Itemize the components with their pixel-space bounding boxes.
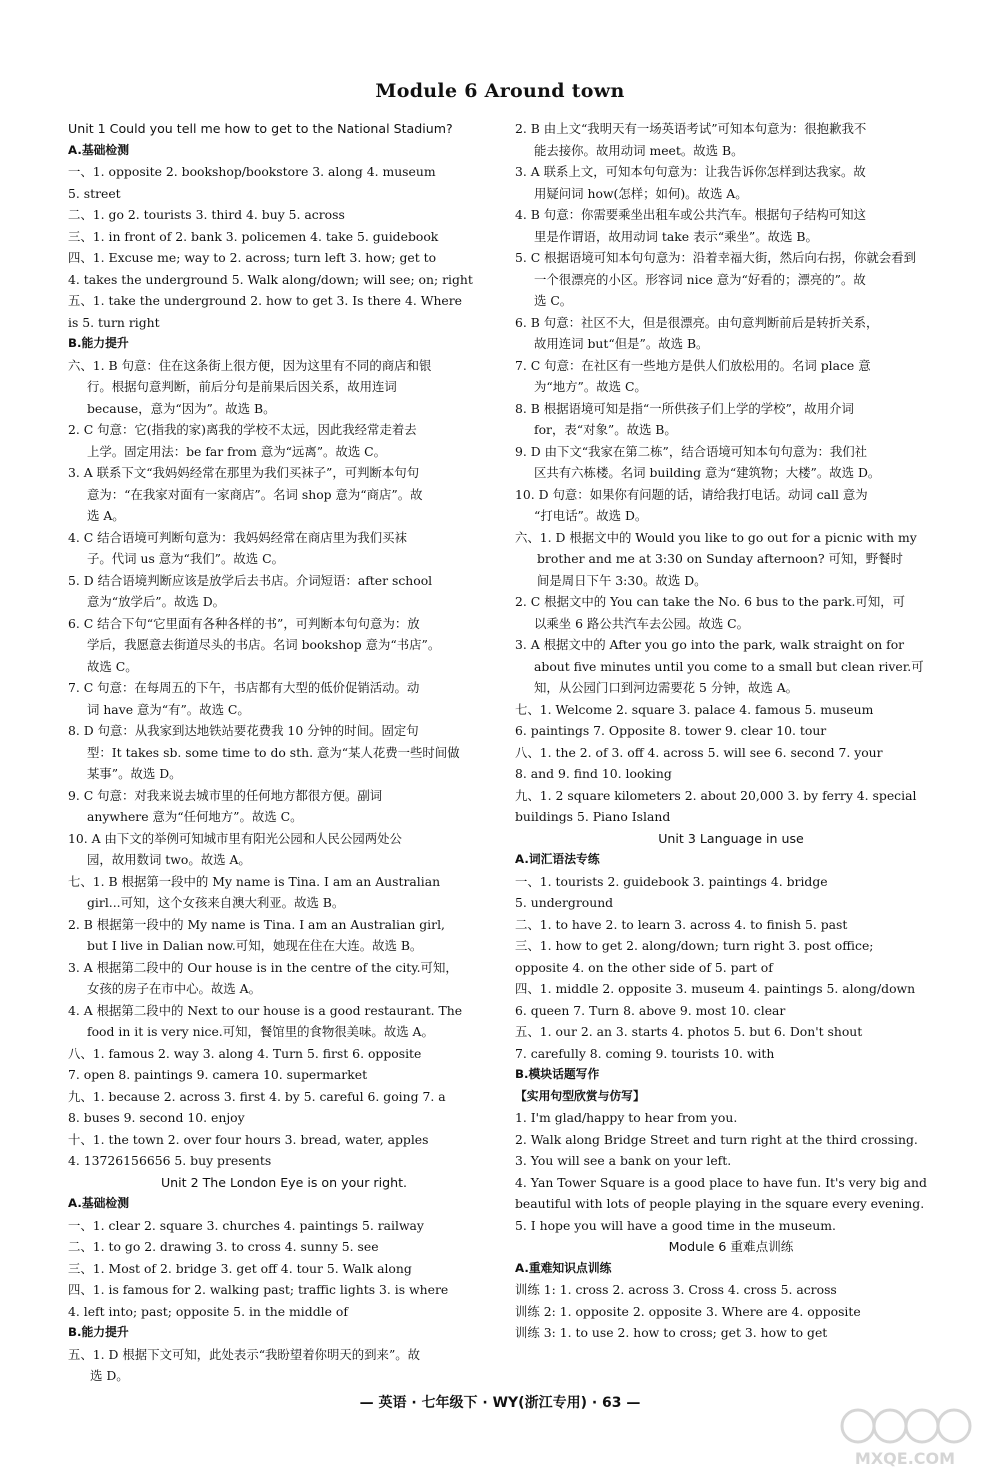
answer-line: 用疑问词 how(怎样；如何)。故选 A。 (534, 185, 748, 201)
answer-line: 能去接你。故用动词 meet。故选 B。 (534, 142, 744, 158)
answer-line: anywhere 意为“任何地方”。故选 C。 (87, 809, 303, 824)
answer-line: 2. C 根据文中的 You can take the No. 6 bus to the park.可知，可 (515, 594, 906, 609)
answer-line: 六、1. B 句意：住在这条街上很方便，因为这里有不同的商店和银 (68, 357, 432, 373)
answer-line: 3. A 联系上文，可知本句句意为：让我告诉你怎样到达我家。故 (515, 164, 866, 179)
unit-heading: Unit 2 The London Eye is on your right. (160, 1174, 408, 1190)
answer-line: 8. and 9. find 10. looking (515, 766, 672, 781)
watermark-text: MXQE.COM (854, 1449, 956, 1468)
answer-line: 7. open 8. paintings 9. camera 10. supermarket (68, 1067, 368, 1082)
answer-column-left (68, 118, 500, 1387)
answer-line: 女孩的房子在市中心。故选 A。 (87, 981, 261, 996)
answer-line: 4. C 结合语境可判断句意为：我妈妈经常在商店里为我们买袜 (68, 529, 407, 545)
answer-line: 6. queen 7. Turn 8. above 9. most 10. clear (515, 1002, 786, 1018)
answer-line: 子。代词 us 意为“我们”。故选 C。 (87, 551, 284, 566)
answer-line: 二、1. go 2. tourists 3. third 4. buy 5. across (68, 207, 345, 222)
answer-line: food in it is very nice.可知，餐馆里的食物很美味。故选 A。 (87, 1024, 434, 1039)
answer-line: 园，故用数词 two。故选 A。 (87, 852, 251, 867)
answer-line: 6. paintings 7. Opposite 8. tower 9. clear 10. tour (515, 723, 827, 738)
answer-line: 以乘坐 6 路公共汽车去公园。故选 C。 (534, 615, 750, 631)
answer-line: 10. A 由下文的举例可知城市里有阳光公园和人民公园两处公 (68, 830, 402, 846)
answer-line: 8. D 句意：从我家到达地铁站要花费我 10 分钟的时间。固定句 (68, 723, 419, 738)
section-heading: B.能力提升 (68, 1325, 129, 1339)
answer-line: 二、1. to have 2. to learn 3. across 4. to finish 5. past (515, 916, 848, 932)
section-heading: B.模块话题写作 (515, 1067, 600, 1081)
unit-heading: Unit 3 Language in use (658, 830, 804, 846)
answer-line: 4. left into; past; opposite 5. in the middle of (68, 1303, 348, 1319)
answer-line: because，意为“因为”。故选 B。 (87, 400, 276, 416)
answer-line: brother and me at 3:30 on Sunday afternoon? 可知，野餐时 (537, 551, 903, 566)
answer-line: 选 D。 (90, 1368, 129, 1383)
answer-line: is 5. turn right (68, 314, 160, 330)
answer-line: 6. B 句意：社区不大，但是很漂亮。由句意判断前后是转折关系， (515, 314, 879, 330)
answer-line: 间是周日下午 3:30。故选 D。 (537, 572, 707, 588)
answer-line: 4. B 句意：你需要乘坐出租车或公共汽车。根据句子结构可知这 (515, 207, 866, 222)
section-heading: 【实用句型欣赏与仿写】 (515, 1088, 645, 1103)
answer-column-right (515, 118, 947, 1344)
answer-line: 5. D 结合语境判断应该是放学后去书店。介词短语：after school (68, 572, 433, 588)
answer-line: 九、1. because 2. across 3. first 4. by 5. careful 6. going 7. a (68, 1088, 446, 1104)
answer-line: 九、1. 2 square kilometers 2. about 20,000 3. by ferry 4. special (515, 787, 917, 803)
section-heading: A.词汇语法专练 (515, 852, 600, 866)
answer-line: 10. D 句意：如果你有问题的话，请给我打电话。动词 call 意为 (515, 486, 868, 502)
answer-line: 行。根据句意判断，前后分句是前果后因关系，故用连词 (87, 379, 397, 394)
answer-line: 知，从公园门口到河边需要花 5 分钟，故选 A。 (534, 680, 799, 695)
answer-line: 5. C 根据语境可知本句句意为：沿着幸福大街，然后向右拐，你就会看到 (515, 250, 916, 265)
answer-line: 训练 2: 1. opposite 2. opposite 3. Where are 4. opposite (515, 1303, 861, 1319)
answer-line: 二、1. to go 2. drawing 3. to cross 4. sunny 5. see (68, 1239, 379, 1254)
answer-line: 选 C。 (534, 293, 573, 308)
answer-line: 八、1. famous 2. way 3. along 4. Turn 5. first 6. opposite (68, 1045, 422, 1061)
answer-line: 四、1. is famous for 2. walking past; traffic lights 3. is where (68, 1282, 449, 1297)
section-heading: B.能力提升 (68, 336, 129, 350)
answer-line: 上学。固定用法：be far from 意为“远离”。故选 C。 (87, 443, 387, 459)
answer-line: 4. 13726156656 5. buy presents (68, 1153, 272, 1168)
answer-line: 意为“放学后”。故选 D。 (87, 594, 226, 609)
answer-line: 里是作谓语，故用动词 take 表示“乘坐”。故选 B。 (534, 228, 818, 244)
answer-line: 一、1. opposite 2. bookshop/bookstore 3. along 4. museum (68, 164, 436, 179)
answer-line: 3. A 根据第二段中的 Our house is in the centre of the city.可知， (68, 959, 458, 975)
answer-line: 三、1. in front of 2. bank 3. policemen 4. take 5. guidebook (68, 228, 439, 244)
answer-line: 2. C 句意：它(指我的家)离我的学校不太远，因此我经常走着去 (68, 422, 417, 437)
answer-line: 7. C 句意：在每周五的下午，书店都有大型的低价促销活动。动 (68, 680, 420, 695)
section-heading: A.基础检测 (68, 142, 130, 157)
answer-line: 故选 C。 (87, 658, 138, 674)
answer-line: 五、1. take the underground 2. how to get 3. Is there 4. Where (68, 293, 463, 308)
answer-line: 七、1. Welcome 2. square 3. palace 4. famous 5. museum (515, 701, 874, 717)
answer-line: 故用连词 but“但是”。故选 B。 (534, 336, 709, 351)
answer-line: about five minutes until you come to a small but clean river.可 (534, 658, 924, 674)
answer-line: 一、1. tourists 2. guidebook 3. paintings 4. bridge (515, 873, 828, 889)
answer-line: 3. You will see a bank on your left. (515, 1153, 732, 1168)
answer-line: 3. A 根据文中的 After you go into the park, walk straight on for (515, 637, 905, 652)
answer-line: 选 A。 (87, 508, 125, 523)
page-footer: — 英语 · 七年级下 · WY(浙江专用) · 63 — (359, 1395, 641, 1411)
answer-line: 四、1. middle 2. opposite 3. museum 4. paintings 5. along/down (515, 981, 916, 996)
module-title: Module 6 Around town (375, 80, 625, 102)
answer-line: 为“地方”。故选 C。 (534, 379, 647, 394)
answer-line: girl...可知，这个女孩来自澳大利亚。故选 B。 (87, 895, 345, 910)
answer-line: 七、1. B 根据第一段中的 My name is Tina. I am an Australian (68, 873, 441, 889)
answer-line: 十、1. the town 2. over four hours 3. bread, water, apples (68, 1131, 429, 1147)
section-heading: A.基础检测 (68, 1196, 130, 1210)
answer-line: 7. carefully 8. coming 9. tourists 10. with (515, 1045, 775, 1061)
answer-line: 5. underground (515, 895, 614, 910)
answer-line: 某事”。故选 D。 (87, 766, 182, 781)
answer-line: 4. Yan Tower Square is a good place to have fun. It's very big and (515, 1174, 927, 1190)
answer-line: 8. B 根据语境可知是指“一所供孩子们上学的学校”，故用介词 (515, 400, 854, 416)
unit-heading: Unit 1 Could you tell me how to get to the National Stadium? (68, 121, 453, 136)
answer-line: 词 have 意为“有”。故选 C。 (87, 701, 250, 717)
answer-line: 八、1. the 2. of 3. off 4. across 5. will see 6. second 7. your (515, 744, 883, 760)
answer-line: 8. buses 9. second 10. enjoy (68, 1110, 245, 1125)
answer-line: beautiful with lots of people playing in the square every evening. (515, 1196, 925, 1211)
answer-line: 3. A 联系下文“我妈妈经常在那里为我们买袜子”，可判断本句句 (68, 465, 420, 480)
answer-line: 9. C 句意：对我来说去城市里的任何地方都很方便。副词 (68, 787, 383, 803)
watermark-logo (830, 1404, 980, 1472)
answer-line: 一、1. clear 2. square 3. churches 4. paintings 5. railway (68, 1217, 424, 1233)
answer-line: 五、1. D 根据下文可知，此处表示“我盼望着你明天的到来”。故 (68, 1346, 421, 1362)
answer-line: 9. D 由下文“我家在第二栋”，结合语境可知本句句意为：我们社 (515, 443, 868, 459)
answer-line: opposite 4. on the other side of 5. part of (515, 959, 773, 975)
answer-line: 意为：“在我家对面有一家商店”。名词 shop 意为“商店”。故 (87, 486, 423, 502)
answer-line: 训练 3: 1. to use 2. how to cross; get 3. how to get (515, 1325, 828, 1340)
answer-line: 2. B 根据第一段中的 My name is Tina. I am an Australian girl, (68, 916, 445, 932)
answer-line: 学后，我愿意去街道尽头的书店。名词 bookshop 意为“书店”。 (87, 637, 441, 652)
answer-line: 四、1. Excuse me; way to 2. across; turn left 3. how; get to (68, 250, 437, 265)
answer-line: 6. C 结合下句“它里面有各种各样的书”，可判断本句句意为：放 (68, 615, 420, 631)
answer-line: 4. A 根据第二段中的 Next to our house is a good restaurant. The (68, 1002, 463, 1018)
answer-line: “打电话”。故选 D。 (534, 508, 648, 523)
answer-line: 五、1. our 2. an 3. starts 4. photos 5. but 6. Don't shout (515, 1024, 863, 1039)
answer-line: 三、1. how to get 2. along/down; turn right 3. post office; (515, 938, 874, 953)
answer-line: 2. B 由上文“我明天有一场英语考试”可知本句意为：很抱歉我不 (515, 121, 867, 136)
answer-line: 一个很漂亮的小区。形容词 nice 意为“好看的；漂亮的”。故 (534, 271, 866, 287)
answer-line: 训练 1: 1. cross 2. across 3. Cross 4. cross 5. across (515, 1282, 837, 1297)
answer-line: but I live in Dalian now.可知，她现在住在大连。故选 B。 (87, 938, 423, 953)
answer-line: 2. Walk along Bridge Street and turn right at the third crossing. (515, 1131, 918, 1147)
answer-line: for，表“对象”。故选 B。 (534, 422, 677, 437)
answer-line: 5. I hope you will have a good time in the museum. (515, 1217, 836, 1233)
answer-line: 1. I'm glad/happy to hear from you. (515, 1110, 738, 1125)
answer-line: 4. takes the underground 5. Walk along/down; will see; on; right (68, 271, 473, 287)
answer-line: 区共有六栋楼。名词 building 意为“建筑物；大楼”。故选 D。 (534, 465, 881, 480)
answer-line: 六、1. D 根据文中的 Would you like to go out for a picnic with my (515, 529, 917, 545)
section-heading: A.重难知识点训练 (515, 1260, 612, 1275)
unit-heading: Module 6 重难点训练 (668, 1239, 794, 1254)
answer-line: 三、1. Most of 2. bridge 3. get off 4. tour 5. Walk along (68, 1260, 412, 1276)
answer-line: buildings 5. Piano Island (515, 809, 671, 824)
answer-line: 7. C 句意：在社区有一些地方是供人们放松用的。名词 place 意 (515, 357, 871, 373)
answer-line: 5. street (68, 185, 121, 201)
answer-line: 型：It takes sb. some time to do sth. 意为“某人花费一些时间做 (87, 744, 460, 760)
